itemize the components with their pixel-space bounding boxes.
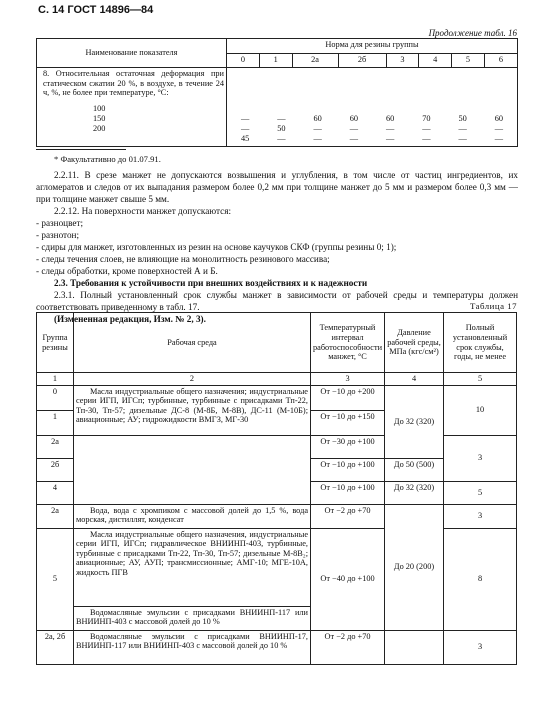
t16-value: 60 bbox=[494, 114, 504, 123]
t17-temp: От −40 до +100 bbox=[311, 528, 385, 630]
t17-temp: От −10 до +200 bbox=[311, 385, 385, 410]
t17-pressure: До 50 (500) bbox=[385, 458, 444, 481]
t17-media-oils5: Масла индустриальные общего назначения, индустриальные серии ИГП, ИГСп; гидравлическое ВНИИНП-403, турбинные, турбинные с присадками Тп-22, Тп-30, Тп-57; дизельные М-8В₂; авиационные; АУ, АУП; трансмиссионные; АМГ-10; МГЕ-10А, жидкость ПГВ bbox=[74, 528, 311, 606]
t17-num-4: 4 bbox=[385, 373, 444, 386]
t16-value: — bbox=[385, 134, 395, 143]
section-heading-2-3: 2.3. Требования к устойчивости при внешних воздействиях и к надежности bbox=[54, 278, 368, 288]
t16-value: 50 bbox=[277, 124, 286, 133]
t17-num-3: 3 bbox=[311, 373, 385, 386]
t16-value-column bbox=[300, 114, 336, 144]
t16-param-label: 8. Относительная остаточная деформация при статическом сжатии 20 %, в воздухе, в течение 24 ч, %, не более при температуре, °С: bbox=[43, 69, 224, 98]
t16-value: — bbox=[313, 124, 322, 133]
table-16 bbox=[36, 38, 518, 147]
t16-group-header: Норма для резины группы bbox=[227, 39, 518, 54]
t16-group-col: 2б bbox=[338, 53, 386, 68]
t16-param bbox=[37, 68, 227, 147]
t17-num-5: 5 bbox=[444, 373, 517, 386]
t17-media-emul2: Водомасляные эмульсии с присадками ВНИИНП-17, ВНИИНП-117 или ВНИИНП-403 с массовой долей до 10 % bbox=[74, 630, 311, 664]
t17-temp: От −2 до +70 bbox=[311, 630, 385, 664]
t16-col-header: Наименование показателя bbox=[37, 39, 227, 68]
t17-media-oils: Масла индустриальные общего назначения; индустриальные серии ИГП, ИГСп; турбинные, турбинные с присадками Тп-22, Тп-30, Тп-57; дизельные ДС-8 (М-8Б, М-8В), ДС-11 (М-10Б); авиационные; АУ; гидрожидкости ВМГЗ, МГ-30 bbox=[74, 385, 311, 435]
footnote: * Факультативно до 01.07.91. bbox=[54, 154, 161, 164]
list-item: - сдиры для манжет, изготовленных из резин на основе каучуков СКФ (группы резины 0; 1); bbox=[36, 242, 397, 252]
para-2-2-12: 2.2.12. На поверхности манжет допускаются: bbox=[54, 206, 232, 216]
t16-value: — bbox=[422, 134, 431, 143]
t16-value: 70 bbox=[422, 114, 431, 123]
t16-value-column bbox=[445, 114, 481, 144]
page-header: С. 14 ГОСТ 14896—84 bbox=[38, 4, 154, 16]
t17-pressure: До 32 (320) bbox=[385, 385, 444, 458]
t16-value-column bbox=[372, 114, 408, 144]
t17-group: 4 bbox=[37, 481, 74, 504]
t17-h-media: Рабочая среда bbox=[74, 313, 311, 373]
t17-group: 2а bbox=[37, 435, 74, 458]
table-continuation-label: Продолжение табл. 16 bbox=[428, 28, 517, 38]
t16-value-column bbox=[408, 114, 444, 144]
t16-value-column bbox=[227, 114, 263, 144]
t17-life: 3 bbox=[444, 435, 517, 481]
t16-value: 60 bbox=[385, 114, 395, 123]
t16-value: 60 bbox=[349, 114, 359, 123]
t17-num-1: 1 bbox=[37, 373, 74, 386]
list-item: - следы обработки, кроме поверхностей А и Б. bbox=[36, 266, 218, 276]
t16-value-column bbox=[263, 114, 299, 144]
t17-h-life: Полный установленный срок службы, годы, не менее bbox=[444, 313, 517, 373]
t16-value: 45 bbox=[240, 134, 250, 143]
t17-life: 10 bbox=[444, 385, 517, 435]
list-item: - следы течения слоев, не влияющие на монолитность резинового массива; bbox=[36, 254, 330, 264]
t16-value: — bbox=[422, 124, 431, 133]
t16-temp-150: 150 bbox=[93, 113, 106, 123]
t16-value: — bbox=[385, 124, 395, 133]
t17-life: 3 bbox=[444, 630, 517, 664]
t16-value: — bbox=[313, 134, 322, 143]
t17-h-pressure: Давление рабочей среды, МПа (кгс/см²) bbox=[385, 313, 444, 373]
t17-life: 5 bbox=[444, 481, 517, 504]
t16-group-col: 4 bbox=[419, 53, 452, 68]
t17-group: 2б bbox=[37, 458, 74, 481]
para-2-3-1: 2.3.1. Полный установленный срок службы манжет в зависимости от рабочей среды и температуры должен соответствовать приведенному в табл. 17. bbox=[36, 290, 518, 312]
t16-value: — bbox=[494, 124, 504, 133]
t16-value: — bbox=[349, 124, 359, 133]
list-item: - разноцвет; bbox=[36, 218, 84, 228]
t17-group: 5 bbox=[37, 528, 74, 630]
footnote-rule bbox=[36, 149, 126, 150]
t17-group: 2а, 2б bbox=[37, 630, 74, 664]
t17-media-water: Вода, вода с хромпиком с массовой долей до 1,5 %, вода морская, дистиллят, конденсат bbox=[74, 504, 311, 528]
t17-group: 2а bbox=[37, 504, 74, 528]
t17-life: 3 bbox=[444, 504, 517, 528]
t16-temp-100: 100 bbox=[93, 103, 106, 113]
t16-value: — bbox=[458, 134, 467, 143]
t16-value: — bbox=[494, 134, 504, 143]
t16-group-col: 5 bbox=[452, 53, 485, 68]
table-17-label: Таблица 17 bbox=[469, 301, 517, 311]
t16-value: — bbox=[277, 114, 286, 123]
t17-group: 1 bbox=[37, 410, 74, 435]
t16-value-column bbox=[481, 114, 517, 144]
t16-value: — bbox=[240, 114, 250, 123]
t17-pressure: До 20 (200) bbox=[385, 504, 444, 630]
t16-value-column bbox=[336, 114, 372, 144]
t16-value: — bbox=[458, 124, 467, 133]
t16-group-col: 0 bbox=[227, 53, 260, 68]
edit-note: (Измененная редакция, Изм. № 2, 3). bbox=[54, 314, 206, 324]
t16-value: — bbox=[349, 134, 359, 143]
t17-h-temp: Температурный интервал работоспособности манжет, °С bbox=[311, 313, 385, 373]
t17-num-2: 2 bbox=[74, 373, 311, 386]
t17-group: 0 bbox=[37, 385, 74, 410]
t17-temp: От −10 до +100 bbox=[311, 481, 385, 504]
t17-media-emul1: Водомасляные эмульсии с присадками ВНИИНП-117 или ВНИИНП-403 с массовой долей до 10 % bbox=[74, 606, 311, 630]
t16-group-col: 1 bbox=[259, 53, 292, 68]
t16-value: 50 bbox=[458, 114, 467, 123]
t16-value: — bbox=[240, 124, 250, 133]
t17-temp: От −10 до +100 bbox=[311, 458, 385, 481]
list-item: - разнотон; bbox=[36, 230, 80, 240]
t17-temp: От −10 до +150 bbox=[311, 410, 385, 435]
t16-group-col: 6 bbox=[484, 53, 517, 68]
table-17 bbox=[36, 312, 517, 665]
t16-value: — bbox=[277, 134, 286, 143]
body-text bbox=[36, 169, 518, 325]
t17-pressure: До 32 (320) bbox=[385, 481, 444, 504]
t16-group-col: 2а bbox=[292, 53, 338, 68]
t16-value: 60 bbox=[313, 114, 322, 123]
t17-temp: От −30 до +100 bbox=[311, 435, 385, 458]
t17-temp: От −2 до +70 bbox=[311, 504, 385, 528]
t17-life: 8 bbox=[444, 528, 517, 630]
t16-group-col: 3 bbox=[386, 53, 419, 68]
t17-h-group: Группа резины bbox=[37, 313, 74, 373]
t16-temp-200: 200 bbox=[93, 123, 106, 133]
para-2-2-11: 2.2.11. В срезе манжет не допускаются возвышения и углубления, в том числе от частиц ингредиентов, их агломератов и следов от их выпадания размером более 0,2 мм при толщине манжет до 5 мм и размером более 0,3 мм — при толщине манжет свыше 5 мм. bbox=[36, 170, 518, 204]
